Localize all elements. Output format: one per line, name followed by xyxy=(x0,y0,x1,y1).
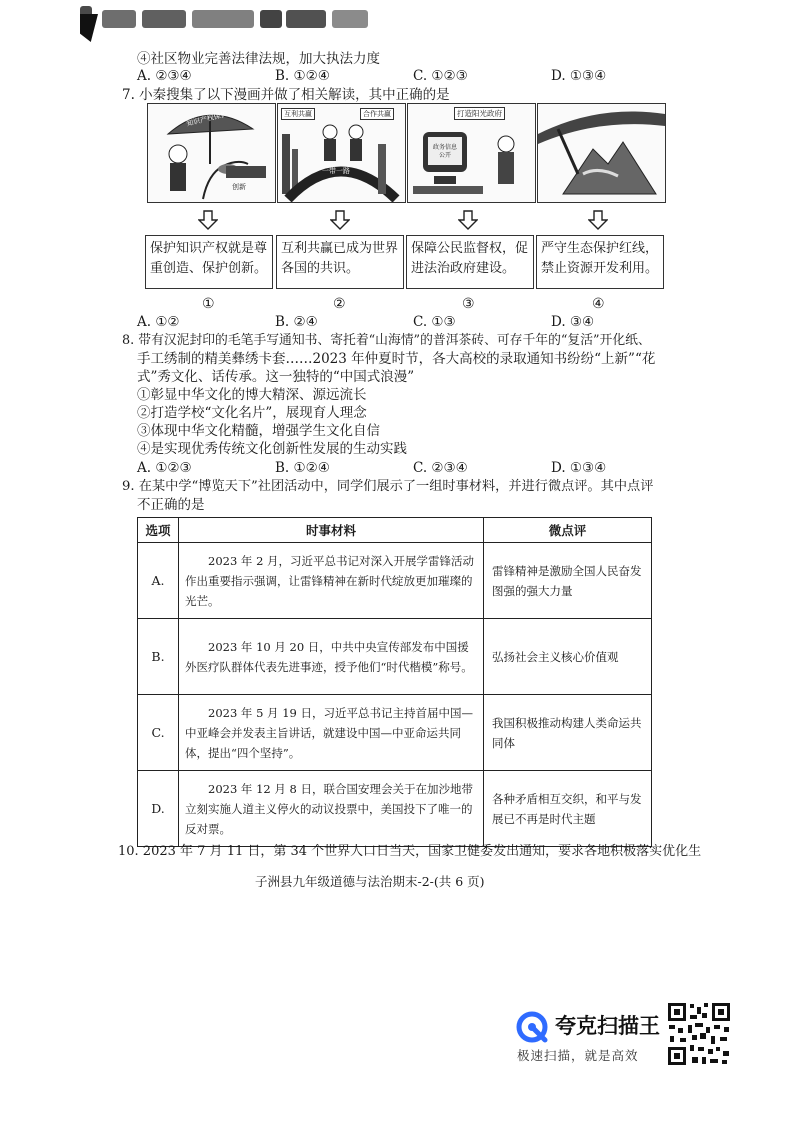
table-row xyxy=(138,619,652,695)
q7-option-a: A. ①② xyxy=(137,314,180,330)
q7-stem: 7. 小秦搜集了以下漫画并做了相关解读，其中正确的是 xyxy=(122,87,450,103)
q6-option-a: A. ②③④ xyxy=(137,68,192,84)
q8-item-2: ②打造学校“文化名片”，展现育人理念 xyxy=(137,405,367,421)
row-comment: 我国积极推动构建人类命运共同体 xyxy=(484,695,652,771)
arrow-down-icon xyxy=(588,210,608,230)
cartoon-4-drawing xyxy=(538,104,665,202)
q7-option-c: C. ①③ xyxy=(413,314,456,330)
table-row xyxy=(138,543,652,619)
top-header-cutoff xyxy=(80,6,370,30)
q10-line-1: 10. 2023 年 7 月 11 日，第 34 个世界人口日当天，国家卫健委发出通知，要求各地积极落实优化生 xyxy=(118,844,702,859)
q7-option-d: D. ③④ xyxy=(551,314,595,330)
row-comment: 雷锋精神是激励全国人民奋发图强的强大力量 xyxy=(484,543,652,619)
page-footer: 子洲县九年级道德与法治期末-2-(共 6 页) xyxy=(255,874,485,889)
cartoon-4 xyxy=(537,103,666,203)
table-header-material: 时事材料 xyxy=(179,518,484,543)
cartoon-4-caption: 严守生态保护红线，禁止资源开发利用。 xyxy=(536,235,664,289)
q9-line-2: 不正确的是 xyxy=(137,497,205,513)
q8-option-a: A. ①②③ xyxy=(137,460,192,476)
arrow-down-icon xyxy=(330,210,350,230)
cartoon-2-number: ② xyxy=(333,296,346,312)
cartoon-3-number: ③ xyxy=(462,296,475,312)
row-comment: 弘扬社会主义核心价值观 xyxy=(484,619,652,695)
row-comment: 各种矛盾相互交织，和平与发展已不再是时代主题 xyxy=(484,771,652,847)
cartoon-1-caption: 保护知识产权就是尊重创造、保护创新。 xyxy=(145,235,273,289)
cartoon-3 xyxy=(407,103,536,203)
q8-options xyxy=(137,460,657,478)
row-option: A. xyxy=(138,543,179,619)
cartoon-2-bridge-text: 一带一路 xyxy=(322,167,350,175)
q8-line-1: 8. 带有汉泥封印的毛笔手写通知书、寄托着“山海情”的普洱茶砖、可存千年的“复活”开化纸、 xyxy=(122,333,651,348)
q6-option-b: B. ①②④ xyxy=(275,68,330,84)
cartoon-3-screen-text: 政务信息公开 xyxy=(432,144,457,159)
cartoon-2 xyxy=(277,103,406,203)
row-option: D. xyxy=(138,771,179,847)
cartoon-3-caption: 保障公民监督权，促进法治政府建设。 xyxy=(406,235,534,289)
row-material: 2023 年 5 月 19 日，习近平总书记主持首届中国—中亚峰会并发表主旨讲话，就建设中国—中亚命运共同体，提出“四个坚持”。 xyxy=(179,695,484,771)
q8-item-3: ③体现中华文化精髓，增强学生文化自信 xyxy=(137,423,380,439)
cartoon-1-plant-text: 创新 xyxy=(232,183,246,191)
row-option: C. xyxy=(138,695,179,771)
arrow-down-icon xyxy=(458,210,478,230)
scanner-slogan: 极速扫描，就是高效 xyxy=(517,1048,639,1063)
cartoon-2-caption: 互利共赢已成为世界各国的共识。 xyxy=(276,235,404,289)
row-material: 2023 年 12 月 8 日，联合国安理会关于在加沙地带立刻实施人道主义停火的动议投票中，美国投下了唯一的反对票。 xyxy=(179,771,484,847)
cartoon-4-number: ④ xyxy=(592,296,605,312)
q6-item-4: ④社区物业完善法律法规，加大执法力度 xyxy=(137,51,380,67)
q8-item-1: ①彰显中华文化的博大精深、源远流长 xyxy=(137,387,367,403)
q8-item-4: ④是实现优秀传统文化创新性发展的生动实践 xyxy=(137,441,407,457)
q9-line-1: 9. 在某中学“博览天下”社团活动中，同学们展示了一组时事材料，并进行微点评。其中点评 xyxy=(122,479,654,494)
q6-options xyxy=(137,68,657,86)
table-header-comment: 微点评 xyxy=(484,518,652,543)
table-row xyxy=(138,695,652,771)
q6-option-c: C. ①②③ xyxy=(413,68,468,84)
q9-table xyxy=(137,517,652,847)
cartoon-1 xyxy=(147,103,276,203)
table-header-row xyxy=(138,518,652,543)
cartoon-2-left-sign: 互利共赢 xyxy=(281,108,315,120)
table-row xyxy=(138,771,652,847)
scanner-logo-icon xyxy=(515,1010,549,1044)
cartoon-2-right-sign: 合作共赢 xyxy=(360,108,394,120)
q8-option-d: D. ①③④ xyxy=(551,460,607,476)
row-option: B. xyxy=(138,619,179,695)
cartoon-1-number: ① xyxy=(202,296,215,312)
q8-option-c: C. ②③④ xyxy=(413,460,468,476)
cartoon-1-umbrella-text: 知识产权保护 xyxy=(185,110,229,128)
row-material: 2023 年 2 月，习近平总书记对深入开展学雷锋活动作出重要指示强调，让雷锋精神在新时代绽放更加璀璨的光芒。 xyxy=(179,543,484,619)
arrow-down-icon xyxy=(198,210,218,230)
cartoon-3-sign: 打造阳光政府 xyxy=(454,107,505,120)
q6-option-d: D. ①③④ xyxy=(551,68,607,84)
q8-option-b: B. ①②④ xyxy=(275,460,330,476)
qr-code-icon xyxy=(666,1001,732,1067)
q7-option-b: B. ②④ xyxy=(275,314,318,330)
scanner-brand-name: 夸克扫描王 xyxy=(555,1014,660,1038)
q8-line-3: 式”秀文化、话传承。这一独特的“中国式浪漫” xyxy=(137,369,415,385)
q7-options xyxy=(137,314,657,332)
q8-line-2: 手工绣制的精美彝绣卡套……2023 年仲夏时节，各大高校的录取通知书纷纷“上新”“花 xyxy=(137,351,656,367)
row-material: 2023 年 10 月 20 日，中共中央宣传部发布中国援外医疗队群体代表先进事迹，授予他们“时代楷模”称号。 xyxy=(179,619,484,695)
table-header-option: 选项 xyxy=(138,518,179,543)
